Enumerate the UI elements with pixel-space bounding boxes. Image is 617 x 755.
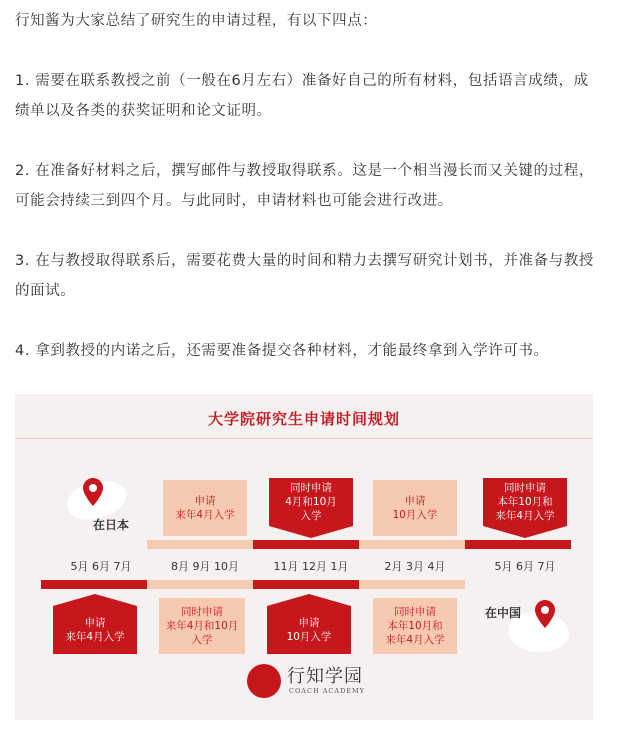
top-box-2-arrow [269,526,353,538]
top-box-4-arrow [483,526,567,538]
top-box-4 [483,478,567,526]
bottom-box-2 [159,598,245,654]
location-japan: 在日本 [93,518,130,532]
top-box-4-text: 同时申请 本年10月和 来年4月入学 [495,482,555,522]
months-5: 5月 6月 7月 [494,560,556,573]
paragraph-2: 2. 在准备好材料之后，撰写邮件与教授取得联系。这是一个相当漫长而又关键的过程，可能会持续三到四个月。与此同时，申请材料也可能会进行改进。 [15,163,594,209]
bottom-box-2-text: 同时申请 来年4月和10月 入学 [165,606,239,646]
top-box-3-text: 申请 10月入学 [392,495,438,521]
upper-bar-seg-1 [147,540,253,549]
article-body [15,6,603,366]
upper-bar-seg-4 [465,540,571,549]
top-box-2-text: 同时申请 4月和10月 入学 [285,482,337,522]
bottom-box-1 [53,606,137,654]
intro-text: 行知酱为大家总结了研究生的申请过程，有以下四点： [15,13,378,29]
top-box-1-text: 申请 来年4月入学 [175,495,235,521]
logo-tree-icon [247,664,281,698]
graphic-title: 大学院研究生申请时间规划 [207,410,400,428]
months-4: 2月 3月 4月 [384,560,446,573]
location-pin-icon [83,478,103,506]
top-box-1 [163,480,247,536]
timeline-graphic [15,394,593,720]
paragraph-1: 1. 需要在联系教授之前（一般在6月左右）准备好自己的所有材料，包括语言成绩，成绩单以及各类的获奖证明和论文证明。 [15,73,589,119]
bottom-box-1-text: 申请 来年4月入学 [65,617,125,643]
location-pin-icon [535,600,555,628]
lower-bar-seg-1 [41,580,147,589]
title-divider [15,438,593,439]
upper-bar-seg-2 [253,540,359,549]
logo-name: 行知学园 [287,666,363,687]
lower-bar-seg-3 [253,580,359,589]
lower-bar-seg-4 [359,580,465,589]
months-1: 5月 6月 7月 [70,560,132,573]
bottom-box-1-arrow [53,594,137,606]
bottom-box-4 [373,598,457,654]
top-box-2 [269,478,353,526]
top-box-3 [373,480,457,536]
location-china: 在中国 [485,606,522,620]
paragraph-4: 4. 拿到教授的内诺之后，还需要准备提交各种材料，才能最终拿到入学许可书。 [15,343,549,359]
months-3: 11月 12月 1月 [273,560,349,573]
lower-bar-seg-2 [147,580,253,589]
bottom-box-3 [267,606,351,654]
upper-bar-seg-3 [359,540,465,549]
logo-subtitle: COACH ACADEMY [289,687,365,695]
bottom-box-4-text: 同时申请 本年10月和 来年4月入学 [385,606,445,646]
brand-logo [247,662,377,702]
bottom-box-3-text: 申请 10月入学 [286,617,332,643]
bottom-box-3-arrow [267,594,351,606]
months-2: 8月 9月 10月 [171,560,239,573]
paragraph-3: 3. 在与教授取得联系后，需要花费大量的时间和精力去撰写研究计划书，并准备与教授的面试。 [15,253,594,299]
